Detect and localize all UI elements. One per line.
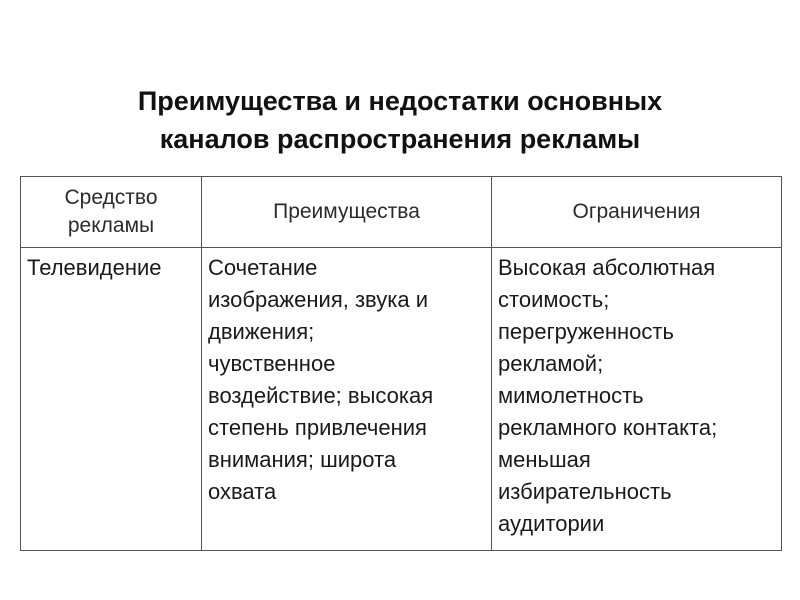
cell-advantages <box>202 248 492 551</box>
medium-name: Телевидение <box>27 255 162 280</box>
header-limitations: Ограничения <box>492 177 782 248</box>
cell-limitations <box>492 248 782 551</box>
slide-title-line-1: Преимущества и недостатки основных <box>137 86 663 116</box>
limitations-line: аудитории <box>498 511 605 536</box>
limitations-line: рекламой; <box>498 351 604 376</box>
advantages-line: внимания; широта <box>208 447 397 472</box>
table-header-row <box>21 177 782 248</box>
limitations-line: Высокая абсолютная <box>498 255 716 280</box>
slide-title <box>0 82 800 158</box>
header-medium-line-2: рекламы <box>67 214 155 237</box>
advantages-line: Сочетание <box>208 255 318 280</box>
header-medium <box>21 177 202 248</box>
header-advantages: Преимущества <box>202 177 492 248</box>
table-row <box>21 248 782 551</box>
limitations-line: рекламного контакта; <box>498 415 718 440</box>
advantages-line: чувственное <box>208 351 336 376</box>
slide-title-line-2: каналов распространения рекламы <box>159 124 641 154</box>
advantages-line: охвата <box>208 479 277 504</box>
limitations-line: мимолетность <box>498 383 644 408</box>
advertising-channels-table <box>20 176 782 551</box>
limitations-line: перегруженность <box>498 319 674 344</box>
limitations-line: меньшая <box>498 447 591 472</box>
limitations-line: стоимость; <box>498 287 610 312</box>
advantages-line: движения; <box>208 319 315 344</box>
header-medium-line-1: Средство <box>64 186 158 209</box>
limitations-line: избирательность <box>498 479 672 504</box>
advantages-line: воздействие; высокая <box>208 383 434 408</box>
cell-medium <box>21 248 202 551</box>
advantages-line: изображения, звука и <box>208 287 428 312</box>
advantages-line: степень привлечения <box>208 415 427 440</box>
